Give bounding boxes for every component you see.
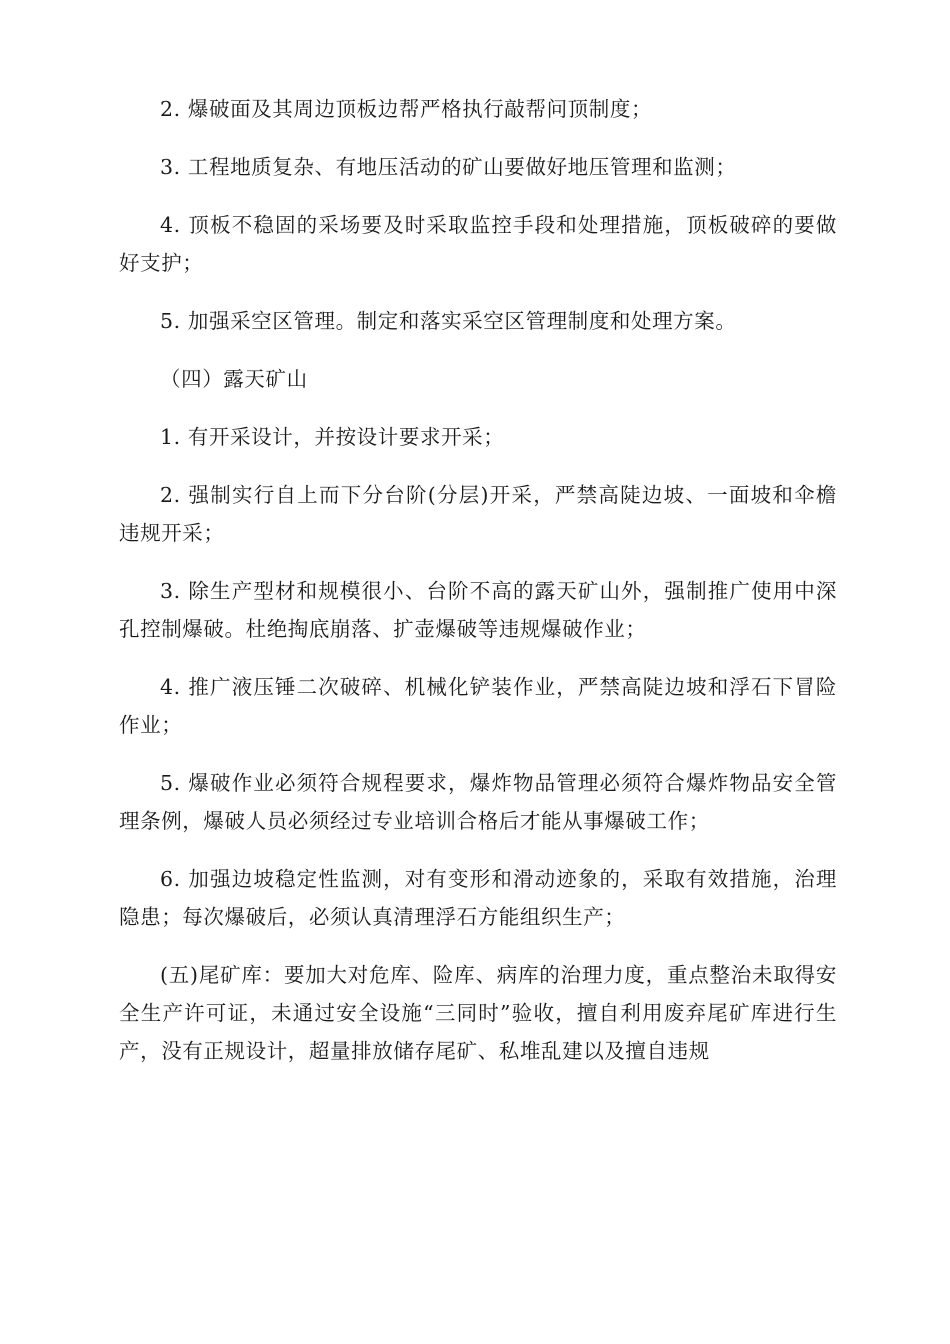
paragraph-mining-design: 1. 有开采设计，并按设计要求开采； bbox=[160, 425, 505, 449]
paragraph-goaf-management: 5. 加强采空区管理。制定和落实采空区管理制度和处理方案。 bbox=[160, 309, 737, 333]
document-body bbox=[119, 90, 837, 1090]
paragraph-slope-monitoring: 6. 加强边坡稳定性监测，对有变形和滑动迹象的，采取有效措施，治理隐患；每次爆破后，必须认真清理浮石方能组织生产； bbox=[119, 867, 837, 929]
section-heading-open-pit: （四）露天矿山 bbox=[160, 367, 308, 391]
paragraph-roof-support: 4. 顶板不稳固的采场要及时采取监控手段和处理措施，顶板破碎的要做好支护； bbox=[119, 213, 837, 275]
paragraph-blasting-rules: 5. 爆破作业必须符合规程要求，爆炸物品管理必须符合爆炸物品安全管理条例，爆破人员必须经过专业培训合格后才能从事爆破工作； bbox=[119, 771, 837, 833]
paragraph-roof-checking: 2. 爆破面及其周边顶板边帮严格执行敲帮问顶制度； bbox=[160, 97, 653, 121]
paragraph-controlled-blasting: 3. 除生产型材和规模很小、台阶不高的露天矿山外，强制推广使用中深孔控制爆破。杜绝掏底崩落、扩壶爆破等违规爆破作业； bbox=[119, 579, 837, 641]
paragraph-bench-mining: 2. 强制实行自上而下分台阶(分层)开采，严禁高陡边坡、一面坡和伞檐违规开采； bbox=[119, 483, 837, 545]
paragraph-ground-pressure: 3. 工程地质复杂、有地压活动的矿山要做好地压管理和监测； bbox=[160, 155, 737, 179]
paragraph-tailings-pond: (五)尾矿库：要加大对危库、险库、病库的治理力度，重点整治未取得安全生产许可证，未通过安全设施“三同时”验收，擅自利用废弃尾矿库进行生产，没有正规设计，超量排放储存尾矿、私堆乱建以及擅自违规 bbox=[119, 963, 837, 1063]
paragraph-hydraulic-hammer: 4. 推广液压锤二次破碎、机械化铲装作业，严禁高陡边坡和浮石下冒险作业； bbox=[119, 675, 837, 737]
